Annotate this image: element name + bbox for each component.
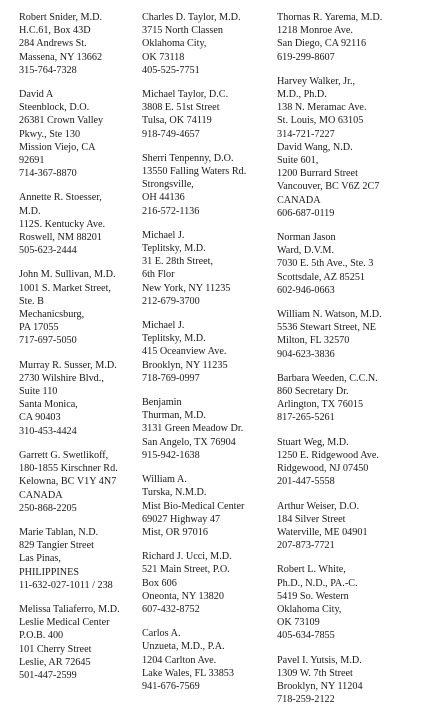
entry-line: 860 Secretary Dr. xyxy=(277,386,349,398)
entry-line: 315-764-7328 xyxy=(19,64,77,76)
entry-line: 714-367-8870 xyxy=(19,168,77,180)
entry-line: San Diego, CA 92116 xyxy=(277,38,367,50)
entry-line: Oklahoma City, xyxy=(277,603,342,615)
entry-line: 904-623-3836 xyxy=(277,348,335,360)
entry-line: Turska, N.M.D. xyxy=(142,487,207,499)
entry-line: Teplitsky, M.D. xyxy=(142,333,206,345)
entry-line: 941-676-7569 xyxy=(142,680,200,692)
entry-line: 92691 xyxy=(19,155,45,167)
entry-line: 26381 Crown Valley xyxy=(19,115,104,127)
entry-line: 1309 W. 7th Street xyxy=(277,667,353,679)
entry-name: Benjamin xyxy=(142,397,182,409)
entry-line: 5419 So. Western xyxy=(277,590,349,602)
entry-name: Melissa Taliaferro, M.D. xyxy=(19,603,120,615)
entry-line: 718-259-2122 xyxy=(277,694,335,706)
directory-entry xyxy=(142,229,272,308)
directory-entry xyxy=(277,436,417,489)
entry-line: 505-623-2444 xyxy=(19,245,77,257)
entry-line: Tulsa, OK 74119 xyxy=(142,115,212,127)
entry-line: 184 Silver Street xyxy=(277,513,346,525)
entry-line: 3715 North Classen xyxy=(142,25,223,37)
entry-line: Waterville, ME 04901 xyxy=(277,526,368,538)
entry-line: H.C.61, Box 43D xyxy=(19,25,91,37)
directory-entry xyxy=(142,11,272,77)
entry-line: 1200 Burrard Street xyxy=(277,168,358,180)
directory-entry xyxy=(142,88,272,141)
entry-line: 607-432-8752 xyxy=(142,603,200,615)
directory-entry xyxy=(19,11,139,77)
entry-line: 717-697-5050 xyxy=(19,335,77,347)
entry-name: Marie Tablan, N.D. xyxy=(19,526,99,538)
entry-line: 216-572-1136 xyxy=(142,205,200,217)
entry-line: PA 17055 xyxy=(19,322,59,334)
column-3 xyxy=(277,11,417,717)
entry-line: 501-447-2599 xyxy=(19,669,77,681)
entry-line: 69027 Highway 47 xyxy=(142,513,221,525)
entry-line: Milton, FL 32570 xyxy=(277,335,350,347)
directory-entry xyxy=(19,603,139,682)
entry-line: 3131 Green Meadow Dr. xyxy=(142,423,244,435)
column-1 xyxy=(19,11,139,693)
entry-line: San Angelo, TX 76904 xyxy=(142,436,236,448)
entry-line: 212-679-3700 xyxy=(142,295,200,307)
entry-line: Box 606 xyxy=(142,577,177,589)
directory-entry xyxy=(277,563,417,642)
entry-line: Santa Monica, xyxy=(19,399,78,411)
entry-line: OH 44136 xyxy=(142,192,185,204)
entry-line: Mist Bio-Medical Center xyxy=(142,500,245,512)
entry-name: Arthur Weiser, D.O. xyxy=(277,500,360,512)
entry-line: 11-632-027-1011 / 238 xyxy=(19,579,113,591)
entry-line: Mechanicsburg, xyxy=(19,309,85,321)
entry-line: Pkwy., Ste 130 xyxy=(19,128,81,140)
entry-line: 1250 E. Ridgewood Ave. xyxy=(277,449,379,461)
column-2 xyxy=(142,11,272,704)
entry-line: 718-769-0997 xyxy=(142,372,200,384)
entry-line: Ph.D., N.D., PA.-C. xyxy=(277,577,358,589)
entry-line: Arlington, TX 76015 xyxy=(277,399,364,411)
entry-line: Teplitsky, M.D. xyxy=(142,243,206,255)
entry-line: Scottsdale, AZ 85251 xyxy=(277,271,366,283)
directory-entry xyxy=(277,500,417,553)
entry-line: 521 Main Street, P.O. xyxy=(142,564,230,576)
entry-name: Charles D. Taylor, M.D. xyxy=(142,12,241,23)
entry-line: CANADA xyxy=(277,194,321,206)
entry-line: 112S. Kentucky Ave. xyxy=(19,218,106,230)
directory-entry xyxy=(19,449,139,515)
entry-name: Stuart Weg, M.D. xyxy=(277,436,349,448)
entry-line: Suite 110 xyxy=(19,386,58,398)
entry-name: John M. Sullivan, M.D. xyxy=(19,269,116,281)
directory-entry xyxy=(19,526,139,592)
entry-line: Mist, OR 97016 xyxy=(142,526,208,538)
directory-entry xyxy=(277,372,417,425)
entry-line: 619-299-8607 xyxy=(277,51,335,63)
entry-name: Michael Taylor, D.C. xyxy=(142,89,229,101)
entry-line: 180-1855 Kirschner Rd. xyxy=(19,463,118,475)
entry-line: Oklahoma City, xyxy=(142,38,207,50)
entry-line: 138 N. Meramac Ave. xyxy=(277,102,367,114)
entry-line: Oneonta, NY 13820 xyxy=(142,590,224,602)
entry-line: 1001 S. Market Street, xyxy=(19,282,111,294)
directory-entry xyxy=(142,396,272,462)
entry-line: 405-634-7855 xyxy=(277,630,335,642)
entry-name: Pavel I. Yutsis, M.D. xyxy=(277,654,362,666)
entry-line: 5536 Stewart Street, NE xyxy=(277,322,377,334)
entry-name: Sherri Tenpenny, D.O. xyxy=(142,152,234,164)
directory-entry xyxy=(142,473,272,539)
entry-line: 918-749-4657 xyxy=(142,128,200,140)
entry-name: Harvey Walker, Jr., xyxy=(277,75,356,87)
entry-name: Norman Jason xyxy=(277,232,336,244)
entry-line: 1218 Monroe Ave. xyxy=(277,25,353,37)
entry-line: 207-873-7721 xyxy=(277,540,335,552)
entry-line: 606-687-0119 xyxy=(277,207,335,219)
entry-line: CANADA xyxy=(19,489,63,501)
entry-line: 201-447-5558 xyxy=(277,476,335,488)
entry-line: 284 Andrews St. xyxy=(19,38,87,50)
entry-line: 829 Tangier Street xyxy=(19,540,94,552)
entry-line: PHILIPPINES xyxy=(19,566,80,578)
entry-name: Murray R. Susser, M.D. xyxy=(19,359,117,371)
entry-line: Roswell, NM 88201 xyxy=(19,232,102,244)
entry-name: Garrett G. Swetlikoff, xyxy=(19,449,109,461)
entry-line: 1204 Carlton Ave. xyxy=(142,654,217,666)
directory-entry xyxy=(142,627,272,693)
entry-line: Thurman, M.D. xyxy=(142,410,206,422)
entry-line: 250-868-2205 xyxy=(19,502,77,514)
entry-name: William A. xyxy=(142,474,187,486)
entry-line: OK 73118 xyxy=(142,51,185,63)
entry-name: William N. Watson, M.D. xyxy=(277,309,382,321)
entry-name: Michael J. xyxy=(142,229,185,241)
entry-line: Ward, D.V.M. xyxy=(277,245,334,257)
entry-line: 915-942-1638 xyxy=(142,449,200,461)
directory-entry xyxy=(277,654,417,707)
entry-line: Lake Wales, FL 33853 xyxy=(142,667,234,679)
entry-line: Brooklyn, NY 11204 xyxy=(277,680,363,692)
entry-line: 7030 E. 5th Ave., Ste. 3 xyxy=(277,258,374,270)
directory-entry xyxy=(142,319,272,385)
entry-line: Unzueta, M.D., P.A. xyxy=(142,641,225,653)
entry-line: 2730 Wilshire Blvd., xyxy=(19,372,104,384)
entry-line: 31 E. 28th Street, xyxy=(142,256,214,268)
directory-entry xyxy=(19,88,139,180)
entry-line: Leslie Medical Center xyxy=(19,617,110,629)
entry-line: Ridgewood, NJ 07450 xyxy=(277,463,369,475)
entry-line: M.D. xyxy=(19,205,41,217)
entry-line: CA 90403 xyxy=(19,412,61,424)
entry-name: Barbara Weeden, C.C.N. xyxy=(277,372,378,384)
entry-line: Kelowna, BC V1Y 4N7 xyxy=(19,476,117,488)
entry-line: OK 73109 xyxy=(277,617,320,629)
entry-line: Brooklyn, NY 11235 xyxy=(142,359,228,371)
entry-line: Vancouver, BC V6Z 2C7 xyxy=(277,181,380,193)
entry-name: Robert L. White, xyxy=(277,564,346,576)
entry-line: M.D., Ph.D. xyxy=(277,89,327,101)
entry-line: Suite 601, xyxy=(277,155,319,167)
entry-line: P.O.B. 400 xyxy=(19,630,64,642)
directory-entry xyxy=(277,11,417,64)
entry-name: Thornas R. Yarema, M.D. xyxy=(277,12,383,23)
entry-line: 3808 E. 51st Street xyxy=(142,102,220,114)
directory-entry xyxy=(277,75,417,220)
entry-line: Leslie, AR 72645 xyxy=(19,656,91,668)
entry-line: 13550 Falling Waters Rd. xyxy=(142,166,247,178)
entry-line: Steenblock, D.O. xyxy=(19,102,90,114)
entry-line: 405-525-7751 xyxy=(142,64,200,76)
entry-line: Ste. B xyxy=(19,295,44,307)
entry-line: 314-721-7227 xyxy=(277,128,335,140)
entry-line: David Wang, N.D. xyxy=(277,141,353,153)
entry-line: New York, NY 11235 xyxy=(142,282,231,294)
directory-entry xyxy=(19,191,139,257)
entry-line: Strongsville, xyxy=(142,179,194,191)
directory-entry xyxy=(142,152,272,218)
directory-entry xyxy=(19,268,139,347)
entry-line: 6th Flor xyxy=(142,269,175,281)
entry-line: St. Louis, MO 63105 xyxy=(277,115,364,127)
directory-entry xyxy=(277,231,417,297)
entry-line: Massena, NY 13662 xyxy=(19,51,103,63)
entry-line: 817-265-5261 xyxy=(277,412,335,424)
entry-line: 602-946-0663 xyxy=(277,284,335,296)
directory-entry xyxy=(277,308,417,361)
entry-name: Carlos A. xyxy=(142,628,181,640)
entry-name: David A xyxy=(19,89,54,101)
entry-name: Michael J. xyxy=(142,320,185,332)
entry-name: Robert Snider, M.D. xyxy=(19,12,103,23)
entry-line: 415 Oceanview Ave. xyxy=(142,346,227,358)
directory-entry xyxy=(19,359,139,438)
entry-name: Richard J. Ucci, M.D. xyxy=(142,551,232,563)
entry-line: 101 Cherry Street xyxy=(19,643,92,655)
entry-line: 310-453-4424 xyxy=(19,425,77,437)
entry-name: Annette R. Stoesser, xyxy=(19,192,102,204)
entry-line: Mission Viejo, CA xyxy=(19,141,96,153)
directory-entry xyxy=(142,550,272,616)
entry-line: Las Pinas, xyxy=(19,553,61,565)
